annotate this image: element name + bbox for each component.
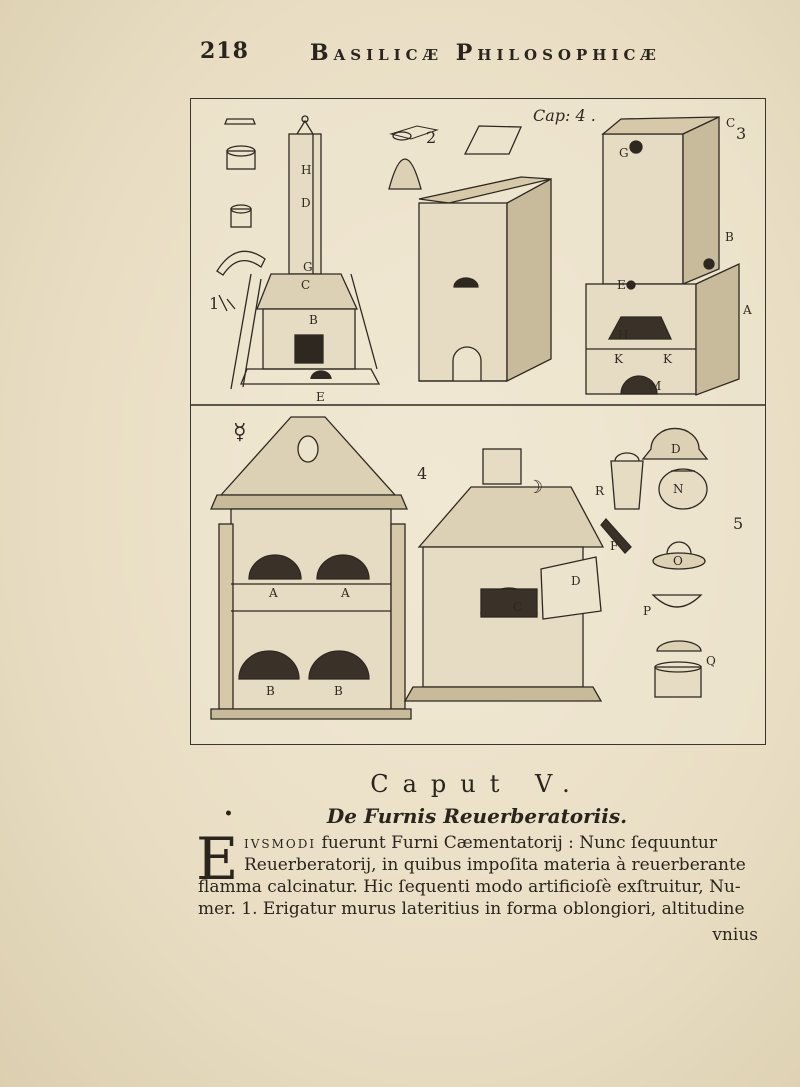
label-D: D [301, 196, 311, 210]
domed-reverberatory-furnace [211, 417, 411, 719]
label-F: F [610, 539, 619, 553]
label-B1: B [266, 684, 275, 698]
catchword: vnius [712, 925, 758, 945]
running-title: Basilicæ Philosophicæ [310, 40, 661, 66]
label-C-right: C [726, 116, 736, 130]
label-A-right: A [743, 303, 752, 317]
label-B: B [309, 313, 318, 327]
label-H: H [301, 163, 312, 177]
plate-label-1: 1 [209, 294, 220, 313]
chapter-subheading: De Furnis Reuerberatoriis. [326, 804, 628, 828]
label-E: E [316, 390, 325, 404]
text-line-2: Reuerberatorij, in quibus impoſita materia à reuerberante [244, 855, 746, 875]
label-K1: K [614, 352, 623, 366]
small-vessels-left [217, 119, 265, 311]
label-D-middle: D [571, 574, 581, 588]
box-furnace [389, 126, 551, 381]
text-line-4: mer. 1. Erigatur murus lateritius in forma oblongiori, altitudine [198, 899, 745, 919]
label-G-right: G [619, 146, 629, 160]
label-O: O [673, 554, 683, 568]
plate-label-2: 2 [426, 128, 437, 147]
label-K2: K [663, 352, 672, 366]
text-line-1-rest: fuerunt Furni Cæmentatorij : Nunc ſequuntur [316, 833, 717, 853]
label-C-middle: C [513, 600, 523, 614]
label-A1: A [269, 586, 278, 600]
label-Q: Q [706, 654, 716, 668]
plate-label-mercury: ☿ [233, 420, 247, 445]
marginal-mark: • [224, 806, 233, 822]
label-R: R [595, 484, 605, 498]
label-N: N [673, 482, 684, 496]
plate-label-4: 4 [417, 464, 428, 483]
label-B2: B [334, 684, 343, 698]
text-line-1 [244, 832, 717, 854]
label-G: G [303, 260, 313, 274]
plate-label-3: 3 [736, 124, 747, 143]
plate-label-moon: ☽ [527, 477, 544, 498]
label-E-right: E [617, 278, 626, 292]
label-P: P [643, 604, 652, 618]
page-header [200, 38, 760, 68]
label-A2: A [341, 586, 350, 600]
engraved-plate [190, 98, 766, 745]
drop-cap: E [196, 825, 239, 893]
chapter-heading: Caput V. [370, 770, 584, 798]
plate-label-cap: Cap: 4 . [533, 106, 596, 125]
small-caps-word: ivsmodi [244, 833, 317, 853]
label-M: M [649, 379, 662, 393]
label-H-right: H [618, 328, 629, 342]
label-B-right: B [725, 230, 734, 244]
page-number: 218 [200, 38, 249, 64]
vessels-right [601, 428, 707, 697]
label-C: C [301, 278, 311, 292]
plate-label-5: 5 [733, 514, 744, 533]
label-D-vessel: D [671, 442, 681, 456]
text-line-3: flamma calcinatur. Hic ſequenti modo artificioſè exſtruitur, Nu- [198, 877, 741, 897]
